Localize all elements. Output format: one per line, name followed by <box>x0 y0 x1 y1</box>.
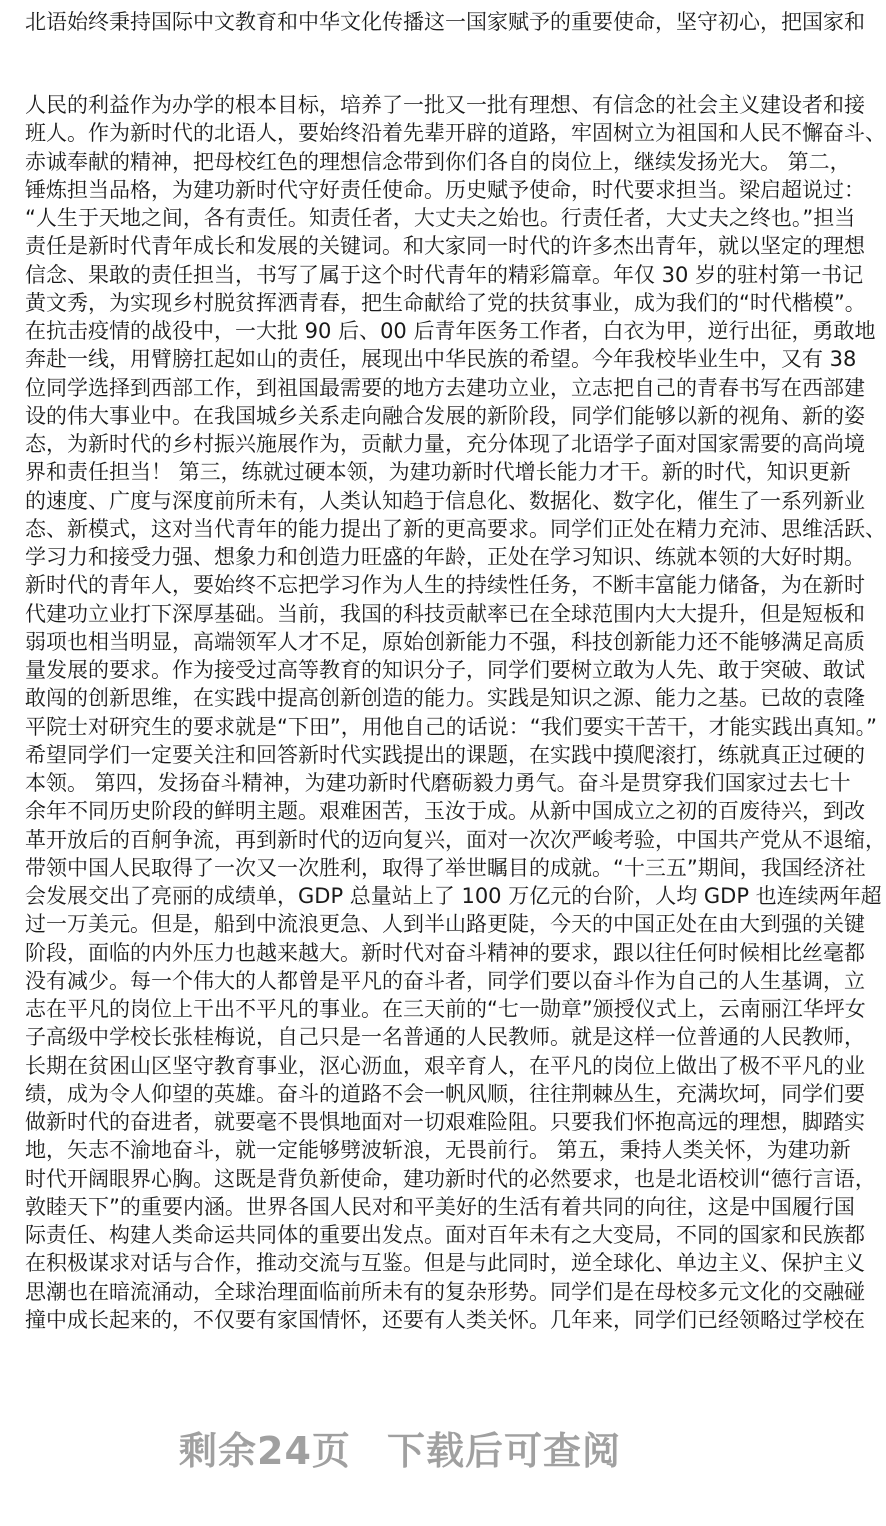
text-line: 没有减少。每一个伟大的人都曾是平凡的奋斗者，同学们要以奋斗作为自己的人生基调，立 <box>25 968 865 993</box>
text-line: 量发展的要求。作为接受过高等教育的知识分子，同学们要树立敢为人先、敢于突破、敢试 <box>25 658 865 682</box>
text-line: 做新时代的奋进者，就要毫不畏惧地面对一切艰难险阻。只要我们怀抱高远的理想，脚踏实 <box>25 1110 865 1134</box>
text-line: 时代开阔眼界心胸。这既是背负新使命，建功新时代的必然要求，也是北语校训“德行言语， <box>25 1166 876 1191</box>
text-line: 位同学选择到西部工作，到祖国最需要的地方去建功立业，立志把自己的青春书写在西部建 <box>25 375 865 400</box>
text-line: 学习力和接受力强、想象力和创造力旺盛的年龄，正处在学习知识、练就本领的大好时期。 <box>25 545 865 569</box>
text-line: 会发展交出了亮丽的成绩单，GDP 总量站上了 100 万亿元的台阶，人均 GDP 也连续两年超 <box>25 884 882 908</box>
text-line: 奔赴一线，用臂膀扛起如山的责任，展现出中华民族的希望。今年我校毕业生中，又有 38 <box>25 347 857 372</box>
text-line: 长期在贫困山区坚守教育事业，沤心沥血，艰辛育人，在平凡的岗位上做出了极不平凡的业 <box>25 1053 865 1078</box>
preview-limit-banner[interactable] <box>0 1420 800 1475</box>
text-line: 希望同学们一定要关注和回答新时代实践提出的课题，在实践中摸爬滚打，练就真正过硬的 <box>25 742 865 767</box>
text-line: 余年不同历史阶段的鲜明主题。艰难困苦，玉汝于成。从新中国成立之初的百废待兴，到改 <box>25 799 865 824</box>
text-line: 本领。 第四，发扬奋斗精神，为建功新时代磨砺毅力勇气。奋斗是贯穿我们国家过去七十 <box>25 771 851 795</box>
text-line: 赤诚奉献的精神，把母校红色的理想信念带到你们各自的岗位上，继续发扬光大。 第二， <box>25 149 851 174</box>
text-line: 界和责任担当！ 第三，练就过硬本领，为建功新时代增长能力才干。新的时代，知识更新 <box>25 460 851 485</box>
text-line: 过一万美元。但是，船到中流浪更急、人到半山路更陡，今天的中国正处在由大到强的关键 <box>25 912 865 937</box>
text-line: 撞中成长起来的，不仅要有家国情怀，还要有人类关怀。几年来，同学们已经领略过学校在 <box>25 1307 865 1332</box>
text-line: “人生于天地之间，各有责任。知责任者，大丈夫之始也。行责任者，大丈夫之终也。”担当 <box>25 206 856 230</box>
download-hint-label: 下载后可查阅 <box>386 1429 621 1473</box>
text-line: 地，矢志不渝地奋斗，就一定能够劈波斩浪，无畏前行。 第五，秉持人类关怀，为建功新 <box>25 1138 851 1163</box>
text-line: 敦睦天下”的重要内涵。世界各国人民对和平美好的生活有着共同的向往，这是中国履行国 <box>25 1194 855 1219</box>
text-line: 敢闯的创新思维，在实践中提高创新创造的能力。实践是知识之源、能力之基。已故的袁隆 <box>25 686 865 711</box>
text-line: 绩，成为令人仰望的英雄。奋斗的道路不会一帆风顺，往往荆棘丛生，充满坎坷，同学们要 <box>25 1081 865 1106</box>
text-line: 态，为新时代的乡村振兴施展作为，贡献力量，充分体现了北语学子面对国家需要的高尚境 <box>25 432 865 456</box>
text-line: 子高级中学校长张桂梅说，自己只是一名普通的人民教师。就是这样一位普通的人民教师， <box>25 1025 865 1050</box>
text-line: 态、新模式，这对当代青年的能力提出了新的更高要求。同学们正处在精力充沛、思维活跃、 <box>25 516 886 541</box>
text-line: 黄文秀，为实现乡村脱贫挥洒青春，把生命献给了党的扶贫事业，成为我们的“时代楷模”。 <box>25 290 866 315</box>
text-line: 在积极谋求对话与合作，推动交流与互鉴。但是与此同时，逆全球化、单边主义、保护主义 <box>25 1251 865 1276</box>
text-line: 思潮也在暗流涌动，全球治理面临前所未有的复杂形势。同学们是在母校多元文化的交融碰 <box>25 1279 865 1304</box>
text-line: 际责任、构建人类命运共同体的重要出发点。面对百年未有之大变局，不同的国家和民族都 <box>25 1223 865 1247</box>
text-line: 班人。作为新时代的北语人，要始终沿着先辈开辟的道路，牢固树立为祖国和人民不懈奋斗、 <box>25 121 886 146</box>
text-line: 平院士对研究生的要求就是“下田”，用他自己的话说：“我们要实干苦干，才能实践出真知。” <box>25 714 878 739</box>
text-line: 人民的利益作为办学的根本目标，培养了一批又一批有理想、有信念的社会主义建设者和接 <box>25 93 865 117</box>
remaining-pages-label: 剩余24页 <box>179 1429 351 1473</box>
text-line: 信念、果敢的责任担当，书写了属于这个时代青年的精彩篇章。年仅 30 岁的驻村第一书记 <box>25 262 864 287</box>
page-body-text <box>25 91 886 1334</box>
text-line: 革开放后的百舸争流，再到新时代的迈向复兴，面对一次次严峻考验，中国共产党从不退缩， <box>25 827 886 852</box>
text-line: 阶段，面临的内外压力也越来越大。新时代对奋斗精神的要求，跟以往任何时候相比丝毫都 <box>25 940 865 965</box>
text-line: 的速度、广度与深度前所未有，人类认知趋于信息化、数据化、数字化，催生了一系列新业 <box>25 488 865 513</box>
text-line: 代建功立业打下深厚基础。当前，我国的科技贡献率已在全球范围内大大提升，但是短板和 <box>25 601 865 626</box>
text-line: 设的伟大事业中。在我国城乡关系走向融合发展的新阶段，同学们能够以新的视角、新的姿 <box>25 403 865 428</box>
text-line: 弱项也相当明显，高端领军人才不足，原始创新能力不强，科技创新能力还不能够满足高质 <box>25 629 865 654</box>
text-line: 新时代的青年人，要始终不忘把学习作为人生的持续性任务，不断丰富能力储备，为在新时 <box>25 573 865 598</box>
text-line: 北语始终秉持国际中文教育和中华文化传播这一国家赋予的重要使命，坚守初心，把国家和 <box>25 10 865 34</box>
text-line: 带领中国人民取得了一次又一次胜利，取得了举世瞩目的成就。“十三五”期间，我国经济社 <box>25 855 866 880</box>
page-fragment-top <box>25 8 865 36</box>
text-line: 责任是新时代青年成长和发展的关键词。和大家同一时代的许多杰出青年，就以坚定的理想 <box>25 234 865 259</box>
text-line: 在抗击疫情的战役中，一大批 90 后、00 后青年医务工作者，白衣为甲，逆行出征，勇敢地 <box>25 319 876 343</box>
text-line: 志在平凡的岗位上干出不平凡的事业。在三天前的“七一勋章”颁授仪式上，云南丽江华坪女 <box>25 997 866 1021</box>
text-line: 锤炼担当品格，为建功新时代守好责任使命。历史赋予使命，时代要求担当。梁启超说过： <box>25 177 865 202</box>
